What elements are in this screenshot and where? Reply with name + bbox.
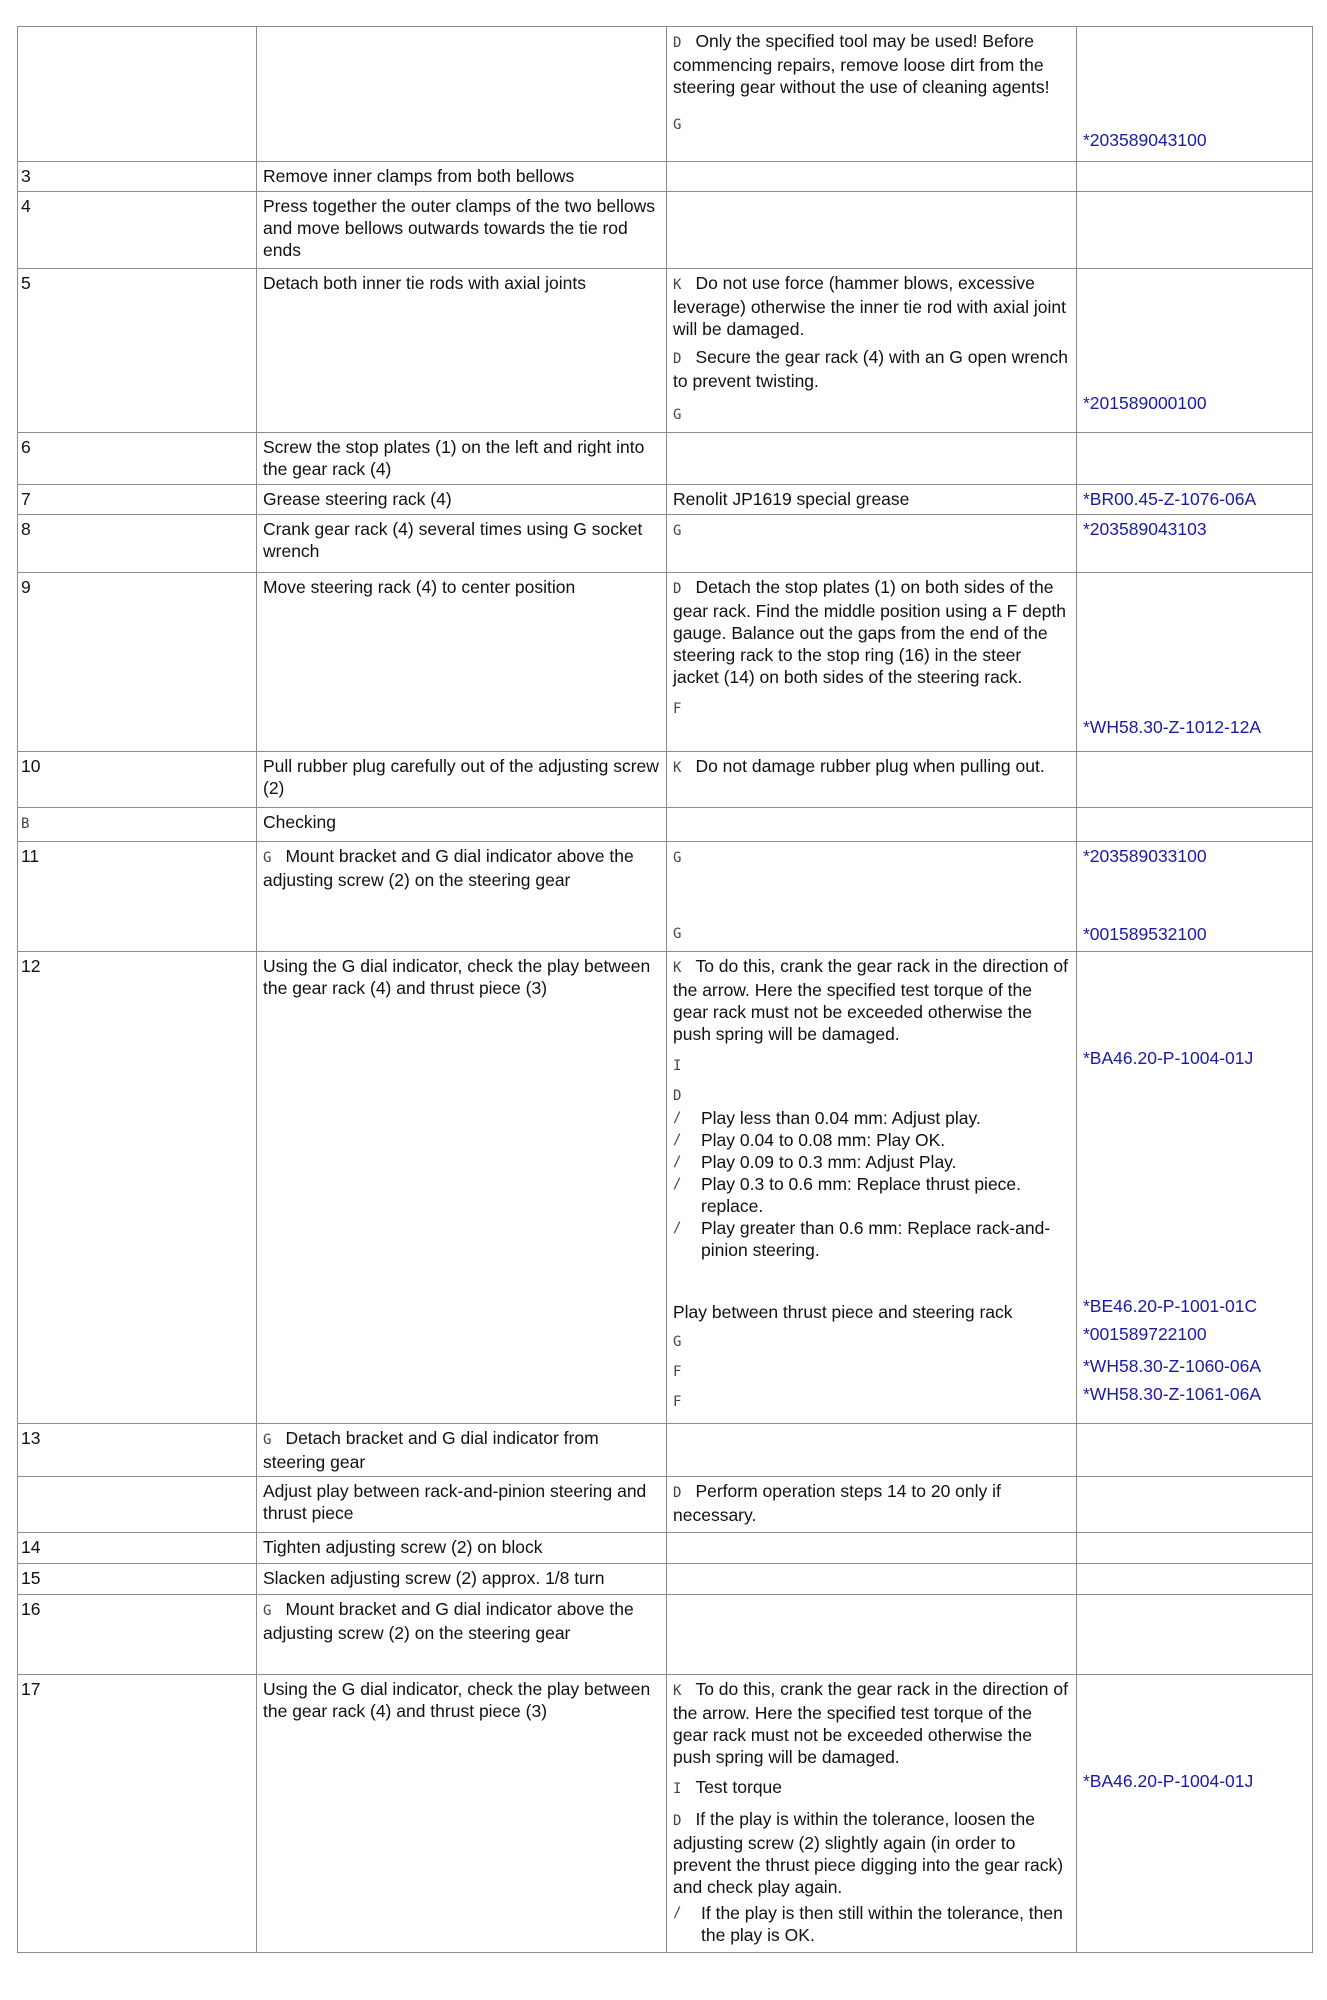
note-symbol: K <box>673 960 682 976</box>
step-refs <box>1077 1533 1313 1564</box>
note-text: Secure the gear rack (4) with an G open wrench to prevent twisting. <box>673 347 1068 391</box>
step-action <box>257 752 667 808</box>
step-notes <box>667 1564 1077 1595</box>
note-text: If the play is within the tolerance, loosen the adjusting screw (2) slightly again (in order to prevent the thrust piece digging into the gear rack) and check play again. <box>673 1809 1064 1897</box>
table-row <box>18 1595 1313 1675</box>
step-refs <box>1077 1477 1313 1533</box>
step-number: 4 <box>18 192 257 269</box>
list-item: / Play greater than 0.6 mm: Replace rack-and-pinion steering. <box>673 1218 1051 1260</box>
document-link[interactable]: *203589033100 <box>1083 846 1207 866</box>
table-row <box>18 1424 1313 1477</box>
note-symbol: D <box>673 581 682 597</box>
step-notes <box>667 952 1077 1424</box>
step-refs <box>1077 269 1313 433</box>
step-notes <box>667 485 1077 515</box>
step-number: 13 <box>18 1424 257 1477</box>
table-row <box>18 808 1313 842</box>
step-notes <box>667 842 1077 952</box>
step-refs <box>1077 1595 1313 1675</box>
step-action <box>257 515 667 573</box>
step-refs <box>1077 752 1313 808</box>
step-notes <box>667 162 1077 192</box>
note-text: Detach the stop plates (1) on both sides of the gear rack. Find the middle position using a F depth gauge. Balance out the gaps from the end of the steering rack to the stop ring (16) in the steer jacket (14) on both sides of the steering rack. <box>673 577 1066 687</box>
action-text: Mount bracket and G dial indicator above the adjusting screw (2) on the steering gear <box>263 846 634 890</box>
step-notes <box>667 515 1077 573</box>
step-refs <box>1077 485 1313 515</box>
note-text: Test torque <box>695 1777 783 1797</box>
table-row <box>18 433 1313 485</box>
note-symbol: K <box>673 1683 682 1699</box>
procedure-table <box>17 26 1313 1953</box>
step-refs <box>1077 162 1313 192</box>
document-link[interactable]: *001589722100 <box>1083 1324 1207 1344</box>
action-text: Remove inner clamps from both bellows <box>263 166 575 186</box>
list-item: / Play 0.3 to 0.6 mm: Replace thrust piece. replace. <box>673 1174 1022 1216</box>
note-symbol: G <box>673 926 682 942</box>
action-symbol: G <box>263 1603 272 1619</box>
action-text: Pull rubber plug carefully out of the adjusting screw (2) <box>263 756 659 798</box>
note-symbol: K <box>673 760 682 776</box>
note-symbol: G <box>673 407 682 423</box>
list-item: / Play less than 0.04 mm: Adjust play. <box>673 1108 981 1128</box>
list-item: / Play 0.04 to 0.08 mm: Play OK. <box>673 1130 946 1150</box>
step-action <box>257 573 667 752</box>
step-action <box>257 1675 667 1953</box>
note-symbol: F <box>673 701 682 717</box>
note-symbol: D <box>673 35 682 51</box>
step-number: B <box>18 808 257 842</box>
step-action <box>257 192 667 269</box>
step-number: 3 <box>18 162 257 192</box>
note-text: Do not use force (hammer blows, excessive leverage) otherwise the inner tie rod with axial joint will be damaged. <box>673 273 1066 339</box>
step-number: 5 <box>18 269 257 433</box>
step-action <box>257 952 667 1424</box>
step-number: 14 <box>18 1533 257 1564</box>
table-row <box>18 842 1313 952</box>
note-symbol: F <box>673 1394 682 1410</box>
note-symbol: F <box>673 1364 682 1380</box>
step-refs <box>1077 27 1313 162</box>
table-row <box>18 1533 1313 1564</box>
note-text: Only the specified tool may be used! Before commencing repairs, remove loose dirt from the steering gear without the use of cleaning agents! <box>673 31 1050 97</box>
step-number <box>18 27 257 162</box>
step-number: 7 <box>18 485 257 515</box>
note-text: Play between thrust piece and steering rack <box>673 1302 1013 1322</box>
action-symbol: G <box>263 1432 272 1448</box>
table-row <box>18 192 1313 269</box>
step-notes <box>667 1675 1077 1953</box>
step-refs <box>1077 192 1313 269</box>
step-action <box>257 1564 667 1595</box>
table-row <box>18 485 1313 515</box>
document-link[interactable]: *WH58.30-Z-1060-06A <box>1083 1356 1261 1376</box>
step-action <box>257 842 667 952</box>
document-link[interactable]: *BR00.45-Z-1076-06A <box>1083 489 1257 509</box>
note-text: Renolit JP1619 special grease <box>673 489 910 509</box>
step-notes <box>667 27 1077 162</box>
step-refs <box>1077 1424 1313 1477</box>
note-symbol: G <box>673 117 682 133</box>
step-refs <box>1077 952 1313 1424</box>
note-text: To do this, crank the gear rack in the direction of the arrow. Here the specified test torque of the gear rack must not be exceeded otherwise the push spring will be damaged. <box>673 1679 1068 1767</box>
list-item: / Play 0.09 to 0.3 mm: Adjust Play. <box>673 1152 957 1172</box>
action-text: Move steering rack (4) to center position <box>263 577 576 597</box>
step-refs <box>1077 1564 1313 1595</box>
step-notes <box>667 573 1077 752</box>
step-action <box>257 1424 667 1477</box>
step-action <box>257 269 667 433</box>
table-row <box>18 162 1313 192</box>
note-symbol: G <box>673 850 682 866</box>
action-text: Mount bracket and G dial indicator above the adjusting screw (2) on the steering gear <box>263 1599 634 1643</box>
step-action <box>257 485 667 515</box>
step-action <box>257 1477 667 1533</box>
action-text: Using the G dial indicator, check the play between the gear rack (4) and thrust piece (3) <box>263 1679 651 1721</box>
document-link[interactable]: *201589000100 <box>1083 393 1207 413</box>
step-refs <box>1077 515 1313 573</box>
document-link[interactable]: *BE46.20-P-1001-01C <box>1083 1296 1258 1316</box>
note-symbol: D <box>673 1813 682 1829</box>
step-refs <box>1077 1675 1313 1953</box>
document-link[interactable]: *WH58.30-Z-1061-06A <box>1083 1384 1261 1404</box>
step-refs <box>1077 433 1313 485</box>
step-notes <box>667 1595 1077 1675</box>
step-number: 15 <box>18 1564 257 1595</box>
table-row <box>18 27 1313 162</box>
table-row <box>18 1564 1313 1595</box>
step-action <box>257 1595 667 1675</box>
step-refs <box>1077 573 1313 752</box>
step-notes <box>667 752 1077 808</box>
action-text: Using the G dial indicator, check the play between the gear rack (4) and thrust piece (3) <box>263 956 651 998</box>
step-notes <box>667 1533 1077 1564</box>
note-symbol: D <box>673 1088 682 1104</box>
step-number: 9 <box>18 573 257 752</box>
table-row <box>18 1477 1313 1533</box>
step-notes <box>667 1424 1077 1477</box>
document-link[interactable]: *001589532100 <box>1083 924 1207 944</box>
note-symbol: D <box>673 1485 682 1501</box>
action-text: Grease steering rack (4) <box>263 489 452 509</box>
note-symbol: K <box>673 277 682 293</box>
action-text: Press together the outer clamps of the two bellows and move bellows outwards towards the tie rod ends <box>263 196 656 260</box>
step-notes <box>667 808 1077 842</box>
action-text: Adjust play between rack-and-pinion steering and thrust piece <box>263 1481 647 1523</box>
step-number: 10 <box>18 752 257 808</box>
note-symbol: I <box>673 1781 682 1797</box>
note-text: Do not damage rubber plug when pulling out. <box>695 756 1045 776</box>
note-symbol: I <box>673 1058 682 1074</box>
step-action <box>257 808 667 842</box>
document-link[interactable]: *203589043100 <box>1083 130 1207 150</box>
table-row <box>18 952 1313 1424</box>
step-notes <box>667 1477 1077 1533</box>
step-number: 8 <box>18 515 257 573</box>
step-action <box>257 27 667 162</box>
action-symbol: G <box>263 850 272 866</box>
action-text: Crank gear rack (4) several times using G socket wrench <box>263 519 643 561</box>
step-number: 12 <box>18 952 257 1424</box>
step-number: 17 <box>18 1675 257 1953</box>
document-link[interactable]: *WH58.30-Z-1012-12A <box>1083 717 1261 737</box>
table-row <box>18 1675 1313 1953</box>
table-row <box>18 515 1313 573</box>
action-text: Screw the stop plates (1) on the left and right into the gear rack (4) <box>263 437 645 479</box>
action-text: Slacken adjusting screw (2) approx. 1/8 turn <box>263 1568 605 1588</box>
document-link[interactable]: *203589043103 <box>1083 519 1207 539</box>
note-symbol: G <box>673 523 682 539</box>
step-notes <box>667 433 1077 485</box>
action-text: Tighten adjusting screw (2) on block <box>263 1537 543 1557</box>
step-action <box>257 1533 667 1564</box>
action-text: Detach bracket and G dial indicator from steering gear <box>263 1428 599 1472</box>
step-notes <box>667 269 1077 433</box>
step-number: 6 <box>18 433 257 485</box>
action-text: Detach both inner tie rods with axial joints <box>263 273 586 293</box>
note-text: Perform operation steps 14 to 20 only if necessary. <box>673 1481 1001 1525</box>
step-action <box>257 162 667 192</box>
step-refs <box>1077 808 1313 842</box>
note-symbol: D <box>673 351 682 367</box>
step-number <box>18 1477 257 1533</box>
note-symbol: G <box>673 1334 682 1350</box>
note-text: To do this, crank the gear rack in the direction of the arrow. Here the specified test torque of the gear rack must not be exceeded otherwise the push spring will be damaged. <box>673 956 1068 1044</box>
list-item: / If the play is then still within the tolerance, then the play is OK. <box>673 1903 1063 1945</box>
table-row <box>18 752 1313 808</box>
step-number: 11 <box>18 842 257 952</box>
step-number: 16 <box>18 1595 257 1675</box>
step-refs <box>1077 842 1313 952</box>
action-text: Checking <box>263 812 336 832</box>
step-action <box>257 433 667 485</box>
document-link[interactable]: *BA46.20-P-1004-01J <box>1083 1771 1254 1791</box>
document-link[interactable]: *BA46.20-P-1004-01J <box>1083 1048 1254 1068</box>
step-notes <box>667 192 1077 269</box>
table-row <box>18 269 1313 433</box>
table-row <box>18 573 1313 752</box>
